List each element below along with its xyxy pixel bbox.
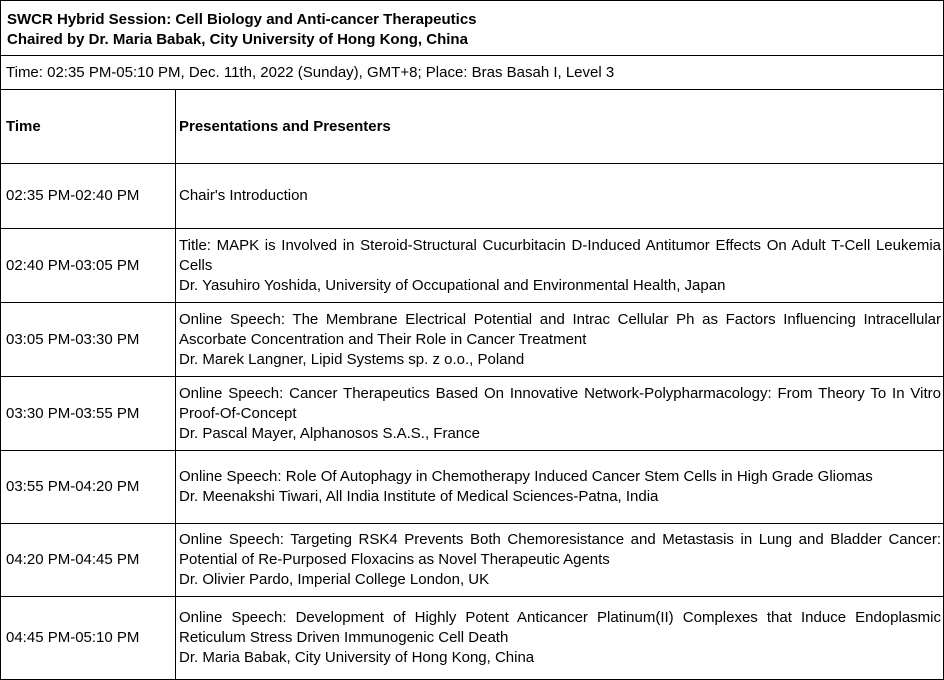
row-presentation [176, 524, 943, 596]
row-presentation [176, 164, 943, 228]
table-row [1, 377, 943, 451]
table-row [1, 524, 943, 597]
table-row [1, 451, 943, 524]
row-time: 02:35 PM-02:40 PM [1, 164, 176, 228]
session-chair: Chaired by Dr. Maria Babak, City University of Hong Kong, China [7, 31, 468, 48]
table-row [1, 164, 943, 229]
presenter: Dr. Meenakshi Tiwari, All India Institute of Medical Sciences-Patna, India [179, 488, 659, 505]
row-time: 03:55 PM-04:20 PM [1, 451, 176, 523]
session-title: SWCR Hybrid Session: Cell Biology and Anti-cancer Therapeutics [7, 11, 477, 28]
presenter: Dr. Marek Langner, Lipid Systems sp. z o.o., Poland [179, 350, 525, 368]
table-row [1, 597, 943, 679]
row-presentation [176, 597, 943, 679]
presenter: Dr. Pascal Mayer, Alphanosos S.A.S., France [179, 424, 480, 442]
presentation-title: Online Speech: The Membrane Electrical Potential and Intrac Cellular Ph as Factors Influencing Intracellular Ascorbate Concentration and Their Role in Cancer Treatment [179, 310, 941, 348]
presenter: Dr. Yasuhiro Yoshida, University of Occupational and Environmental Health, Japan [179, 276, 726, 294]
row-presentation [176, 451, 943, 523]
column-header-time: Time [1, 90, 176, 163]
presentation-title: Online Speech: Development of Highly Potent Anticancer Platinum(II) Complexes that Induce Endoplasmic Reticulum Stress Driven Immunogenic Cell Death [179, 609, 941, 646]
presenter: Dr. Olivier Pardo, Imperial College London, UK [179, 571, 490, 588]
row-time: 03:30 PM-03:55 PM [1, 377, 176, 450]
presenter: Dr. Maria Babak, City University of Hong Kong, China [179, 649, 535, 666]
table-row [1, 229, 943, 303]
presentation-title: Online Speech: Role Of Autophagy in Chemotherapy Induced Cancer Stem Cells in High Grade Gliomas [179, 468, 873, 485]
table-row [1, 303, 943, 377]
presentation-title: Online Speech: Targeting RSK4 Prevents Both Chemoresistance and Metastasis in Lung and Bladder Cancer: Potential of Re-Purposed Floxacins as Novel Therapeutic Agents [179, 531, 941, 568]
presentation-title: Title: MAPK is Involved in Steroid-Structural Cucurbitacin D-Induced Antitumor Effects On Adult T-Cell Leukemia Cells [179, 236, 941, 274]
column-header-presentations: Presentations and Presenters [179, 117, 391, 135]
presentation-title: Chair's Introduction [179, 187, 308, 204]
row-time: 04:45 PM-05:10 PM [1, 597, 176, 679]
row-time: 04:20 PM-04:45 PM [1, 524, 176, 596]
row-time: 03:05 PM-03:30 PM [1, 303, 176, 376]
presentation-title: Online Speech: Cancer Therapeutics Based On Innovative Network-Polypharmacology: From Theory To In Vitro Proof-Of-Concept [179, 384, 941, 422]
row-presentation [176, 229, 943, 302]
session-details: Time: 02:35 PM-05:10 PM, Dec. 11th, 2022 (Sunday), GMT+8; Place: Bras Basah I, Level 3 [1, 56, 943, 90]
row-time: 02:40 PM-03:05 PM [1, 229, 176, 302]
row-presentation [176, 303, 943, 376]
session-header [1, 1, 943, 56]
row-presentation [176, 377, 943, 450]
column-header-row [1, 90, 943, 164]
